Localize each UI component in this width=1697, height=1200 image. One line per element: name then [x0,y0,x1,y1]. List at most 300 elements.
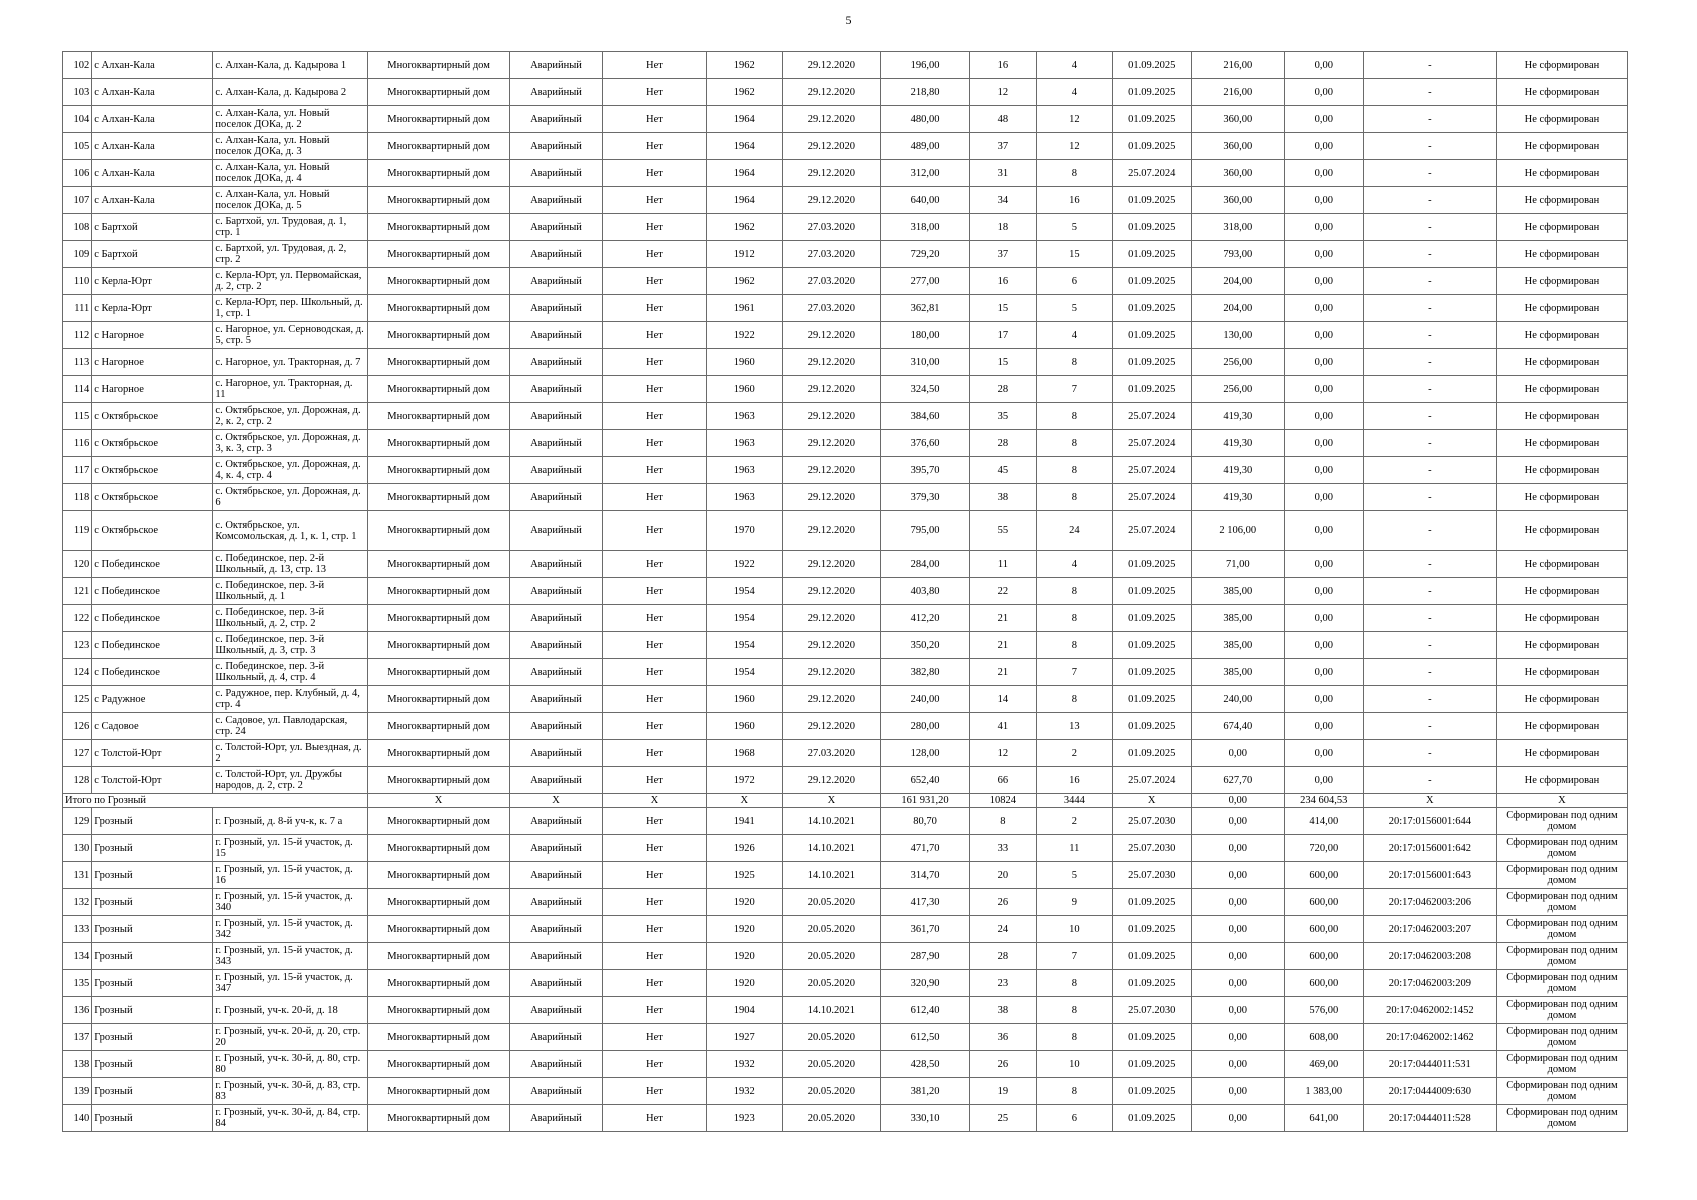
cell-settlement: с Октябрьское [92,430,213,457]
cell-house-type: Многоквартирный дом [368,457,510,484]
cell-row-number: 123 [63,632,92,659]
cell-flag: Нет [603,133,707,160]
cell-build-year: 1904 [706,997,782,1024]
cell-residents: 28 [969,430,1036,457]
cell-cadastral-number: - [1363,659,1496,686]
cell-recognition-date: 29.12.2020 [782,187,880,214]
cell-flats: 8 [1036,403,1112,430]
cell-condition: Аварийный [509,997,602,1024]
cell-flag: Нет [603,1051,707,1078]
table-row [63,106,1628,133]
table-row [63,403,1628,430]
cell-flats: 15 [1036,241,1112,268]
cell-build-year: 1920 [706,916,782,943]
cell-area: 381,20 [881,1078,970,1105]
cell-flats: 8 [1036,686,1112,713]
total-row [63,794,1628,808]
cell-build-year: 1926 [706,835,782,862]
cell-condition: Аварийный [509,79,602,106]
cell-house-type: Многоквартирный дом [368,578,510,605]
cell-flag: Нет [603,511,707,551]
cell-recognition-date: 20.05.2020 [782,916,880,943]
cell-flats: 4 [1036,52,1112,79]
cell-flag: Нет [603,889,707,916]
cell-row-number: 137 [63,1024,92,1051]
cell-row-number: 136 [63,997,92,1024]
cell-row-number: 139 [63,1078,92,1105]
cell-address: с. Алхан-Кала, ул. Новый поселок ДОКа, д. 5 [213,187,368,214]
cell-cadastral-number: 20:17:0462003:209 [1363,970,1496,997]
cell-address: с. Бартхой, ул. Трудовая, д. 1, стр. 1 [213,214,368,241]
cell-residents: 17 [969,322,1036,349]
cell-row-number: 135 [63,970,92,997]
cell-condition: Аварийный [509,133,602,160]
table-row [63,997,1628,1024]
cell-settlement: с Побединское [92,578,213,605]
cell-recognition-date: 20.05.2020 [782,1051,880,1078]
table-row [63,1078,1628,1105]
cell-flats: 6 [1036,1105,1112,1132]
cell-recognition-date: 14.10.2021 [782,808,880,835]
cell-value-2: 0,00 [1284,187,1363,214]
cell-address: г. Грозный, уч-к. 30-й, д. 84, стр. 84 [213,1105,368,1132]
cell-cadastral-number: 20:17:0444009:630 [1363,1078,1496,1105]
cell-settlement: с Побединское [92,551,213,578]
cell-value-1: 0,00 [1191,1024,1284,1051]
cell-house-type: Многоквартирный дом [368,511,510,551]
cell-recognition-date: 29.12.2020 [782,160,880,187]
cell-flats: 24 [1036,511,1112,551]
cell-deadline: 25.07.2024 [1112,484,1191,511]
cell-address: с. Алхан-Кала, д. Кадырова 1 [213,52,368,79]
cell-value-1: 793,00 [1191,241,1284,268]
cell-flats: 2 [1036,808,1112,835]
cell-address: с. Октябрьское, ул. Дорожная, д. 2, к. 2, стр. 2 [213,403,368,430]
cell-value-2: 469,00 [1284,1051,1363,1078]
cell-flag: Нет [603,268,707,295]
cell-residents: 35 [969,403,1036,430]
cell-land-status: Не сформирован [1496,403,1627,430]
cell-flag: Нет [603,605,707,632]
cell-residents: 37 [969,241,1036,268]
cell-flats: 8 [1036,1078,1112,1105]
cell-house-type: Многоквартирный дом [368,659,510,686]
cell-value-2: 600,00 [1284,970,1363,997]
cell-address: г. Грозный, ул. 15-й участок, д. 15 [213,835,368,862]
cell-area: 417,30 [881,889,970,916]
cell-flag: Нет [603,79,707,106]
cell-cadastral-number: - [1363,551,1496,578]
cell-settlement: с Побединское [92,632,213,659]
cell-land-status: Не сформирован [1496,551,1627,578]
cell-row-number: 114 [63,376,92,403]
cell-house-type: Многоквартирный дом [368,605,510,632]
cell-area: 284,00 [881,551,970,578]
cell-land-status: Не сформирован [1496,160,1627,187]
cell-value-1: 256,00 [1191,376,1284,403]
cell-flats: 5 [1036,862,1112,889]
total-label: Итого по Грозный [63,794,368,808]
table-row [63,1051,1628,1078]
cell-value-2: 720,00 [1284,835,1363,862]
cell-area: 280,00 [881,713,970,740]
cell-area: 361,70 [881,916,970,943]
cell-house-type: Многоквартирный дом [368,740,510,767]
cell-value-2: 600,00 [1284,889,1363,916]
cell-value-1: 385,00 [1191,605,1284,632]
cell-residents: 21 [969,659,1036,686]
cell-flats: 8 [1036,484,1112,511]
cell-value-2: 0,00 [1284,659,1363,686]
cell-land-status: Сформирован под одним домом [1496,808,1627,835]
cell-area: 80,70 [881,808,970,835]
cell-value-1: 0,00 [1191,970,1284,997]
cell-address: с. Садовое, ул. Павлодарская, стр. 24 [213,713,368,740]
cell-flag: Нет [603,241,707,268]
cell-build-year: 1964 [706,133,782,160]
cell-land-status: Не сформирован [1496,187,1627,214]
cell-row-number: 103 [63,79,92,106]
cell-deadline: 01.09.2025 [1112,214,1191,241]
cell-residents: 11 [969,551,1036,578]
table-row [63,889,1628,916]
cell-land-status: Сформирован под одним домом [1496,1024,1627,1051]
cell-settlement: с Алхан-Кала [92,187,213,214]
cell-house-type: Многоквартирный дом [368,970,510,997]
cell-residents: 25 [969,1105,1036,1132]
table-row [63,1024,1628,1051]
cell-settlement: с Октябрьское [92,484,213,511]
cell-value-1: 0,00 [1191,943,1284,970]
cell-row-number: 110 [63,268,92,295]
cell-land-status: Сформирован под одним домом [1496,1078,1627,1105]
table-row [63,713,1628,740]
cell-flats: 16 [1036,767,1112,794]
cell-value-2: 0,00 [1284,79,1363,106]
cell-settlement: с Октябрьское [92,403,213,430]
cell-address: с. Октябрьское, ул. Дорожная, д. 6 [213,484,368,511]
cell-recognition-date: 29.12.2020 [782,578,880,605]
cell-row-number: 120 [63,551,92,578]
cell-settlement: Грозный [92,808,213,835]
table-row [63,295,1628,322]
cell-value-2: 0,00 [1284,713,1363,740]
table-row [63,943,1628,970]
cell-build-year: 1960 [706,686,782,713]
cell-recognition-date: 20.05.2020 [782,970,880,997]
cell-area: 428,50 [881,1051,970,1078]
cell-build-year: 1960 [706,713,782,740]
cell-residents: 55 [969,511,1036,551]
table-row [63,808,1628,835]
cell-cadastral-number: 20:17:0462003:208 [1363,943,1496,970]
cell-settlement: Грозный [92,970,213,997]
cell-condition: Аварийный [509,241,602,268]
cell-land-status: Сформирован под одним домом [1496,1051,1627,1078]
cell-cadastral-number: - [1363,376,1496,403]
cell-build-year: 1964 [706,160,782,187]
cell-condition: Аварийный [509,578,602,605]
cell-cadastral-number: 20:17:0462002:1462 [1363,1024,1496,1051]
cell-build-year: 1941 [706,808,782,835]
cell-deadline: 01.09.2025 [1112,889,1191,916]
cell-settlement: с Алхан-Кала [92,52,213,79]
cell-value-1: 240,00 [1191,686,1284,713]
cell-settlement: с Нагорное [92,349,213,376]
cell-area: 350,20 [881,632,970,659]
cell-value-1: 216,00 [1191,52,1284,79]
cell-value-1: 130,00 [1191,322,1284,349]
cell-value-2: 600,00 [1284,916,1363,943]
cell-settlement: с Нагорное [92,376,213,403]
cell-value-1: 2 106,00 [1191,511,1284,551]
cell-row-number: 129 [63,808,92,835]
cell-land-status: Не сформирован [1496,241,1627,268]
cell-house-type: Многоквартирный дом [368,52,510,79]
table-row [63,349,1628,376]
table-row [63,632,1628,659]
cell-value-1: 0,00 [1191,997,1284,1024]
cell-flats: 10 [1036,916,1112,943]
cell-residents: 24 [969,916,1036,943]
table-row [63,686,1628,713]
cell-area: 240,00 [881,686,970,713]
cell-condition: Аварийный [509,916,602,943]
cell-flats: 8 [1036,632,1112,659]
cell-land-status: Не сформирован [1496,295,1627,322]
table-row [63,133,1628,160]
cell-house-type: Многоквартирный дом [368,997,510,1024]
cell-value-2: 0,00 [1284,430,1363,457]
cell-area: 640,00 [881,187,970,214]
cell-recognition-date: 14.10.2021 [782,835,880,862]
cell-value-1: 0,00 [1191,916,1284,943]
cell-address: г. Грозный, ул. 15-й участок, д. 16 [213,862,368,889]
cell-cadastral-number: - [1363,632,1496,659]
cell-area: 128,00 [881,740,970,767]
cell-build-year: 1925 [706,862,782,889]
cell-settlement: Грозный [92,1105,213,1132]
total-status: X [1496,794,1627,808]
cell-value-2: 414,00 [1284,808,1363,835]
table-row [63,322,1628,349]
cell-settlement: Грозный [92,835,213,862]
cell-settlement: с Керла-Юрт [92,295,213,322]
cell-flats: 8 [1036,997,1112,1024]
cell-deadline: 01.09.2025 [1112,943,1191,970]
cell-flats: 7 [1036,943,1112,970]
cell-build-year: 1963 [706,403,782,430]
cell-settlement: с Алхан-Кала [92,160,213,187]
cell-area: 330,10 [881,1105,970,1132]
cell-recognition-date: 20.05.2020 [782,1105,880,1132]
cell-cadastral-number: 20:17:0156001:643 [1363,862,1496,889]
cell-settlement: Грозный [92,1051,213,1078]
cell-residents: 23 [969,970,1036,997]
cell-build-year: 1964 [706,187,782,214]
cell-land-status: Не сформирован [1496,457,1627,484]
cell-row-number: 108 [63,214,92,241]
cell-address: с. Октябрьское, ул. Комсомольская, д. 1, к. 1, стр. 1 [213,511,368,551]
cell-value-1: 385,00 [1191,632,1284,659]
cell-build-year: 1922 [706,322,782,349]
cell-value-2: 0,00 [1284,403,1363,430]
total-people: 10824 [969,794,1036,808]
cell-address: г. Грозный, уч-к. 20-й, д. 20, стр. 20 [213,1024,368,1051]
cell-row-number: 118 [63,484,92,511]
cell-land-status: Не сформирован [1496,214,1627,241]
cell-value-1: 256,00 [1191,349,1284,376]
cell-residents: 12 [969,79,1036,106]
cell-row-number: 102 [63,52,92,79]
cell-condition: Аварийный [509,160,602,187]
cell-value-1: 204,00 [1191,295,1284,322]
cell-address: с. Алхан-Кала, ул. Новый поселок ДОКа, д. 2 [213,106,368,133]
cell-deadline: 01.09.2025 [1112,1024,1191,1051]
cell-row-number: 130 [63,835,92,862]
cell-value-2: 0,00 [1284,268,1363,295]
cell-row-number: 131 [63,862,92,889]
table-row [63,659,1628,686]
cell-address: с. Керла-Юрт, пер. Школьный, д. 1, стр. 1 [213,295,368,322]
cell-area: 180,00 [881,322,970,349]
cell-residents: 34 [969,187,1036,214]
cell-build-year: 1970 [706,511,782,551]
cell-house-type: Многоквартирный дом [368,889,510,916]
page-number: 5 [845,13,852,27]
cell-address: с. Октябрьское, ул. Дорожная, д. 3, к. 3, стр. 3 [213,430,368,457]
cell-value-1: 0,00 [1191,1051,1284,1078]
cell-cadastral-number: - [1363,268,1496,295]
table-row [63,767,1628,794]
cell-house-type: Многоквартирный дом [368,187,510,214]
cell-residents: 48 [969,106,1036,133]
cell-row-number: 127 [63,740,92,767]
cell-address: с. Нагорное, ул. Тракторная, д. 7 [213,349,368,376]
cell-value-2: 0,00 [1284,632,1363,659]
cell-value-2: 0,00 [1284,376,1363,403]
total-type: X [368,794,510,808]
cell-row-number: 105 [63,133,92,160]
cell-value-2: 0,00 [1284,457,1363,484]
cell-flag: Нет [603,578,707,605]
cell-land-status: Не сформирован [1496,713,1627,740]
cell-land-status: Не сформирован [1496,605,1627,632]
cell-cadastral-number: 20:17:0444011:528 [1363,1105,1496,1132]
cell-land-status: Не сформирован [1496,268,1627,295]
cell-value-2: 0,00 [1284,295,1363,322]
cell-house-type: Многоквартирный дом [368,160,510,187]
cell-flats: 8 [1036,349,1112,376]
cell-settlement: с Октябрьское [92,511,213,551]
cell-deadline: 25.07.2024 [1112,767,1191,794]
cell-residents: 37 [969,133,1036,160]
cell-row-number: 109 [63,241,92,268]
cell-area: 412,20 [881,605,970,632]
cell-cadastral-number: - [1363,740,1496,767]
cell-row-number: 115 [63,403,92,430]
cell-recognition-date: 27.03.2020 [782,740,880,767]
cell-build-year: 1963 [706,430,782,457]
cell-area: 729,20 [881,241,970,268]
cell-deadline: 01.09.2025 [1112,322,1191,349]
cell-condition: Аварийный [509,686,602,713]
cell-house-type: Многоквартирный дом [368,808,510,835]
cell-house-type: Многоквартирный дом [368,268,510,295]
cell-area: 379,30 [881,484,970,511]
cell-recognition-date: 14.10.2021 [782,862,880,889]
cell-land-status: Не сформирован [1496,511,1627,551]
cell-flats: 8 [1036,457,1112,484]
cell-deadline: 01.09.2025 [1112,52,1191,79]
cell-row-number: 126 [63,713,92,740]
table-row [63,862,1628,889]
cell-flats: 4 [1036,79,1112,106]
cell-flats: 7 [1036,376,1112,403]
cell-condition: Аварийный [509,889,602,916]
cell-cadastral-number: - [1363,430,1496,457]
cell-deadline: 01.09.2025 [1112,241,1191,268]
cell-flats: 9 [1036,889,1112,916]
cell-address: с. Алхан-Кала, д. Кадырова 2 [213,79,368,106]
cell-area: 312,00 [881,160,970,187]
cell-house-type: Многоквартирный дом [368,943,510,970]
cell-address: с. Радужное, пер. Клубный, д. 4, стр. 4 [213,686,368,713]
cell-land-status: Не сформирован [1496,79,1627,106]
cell-land-status: Не сформирован [1496,632,1627,659]
cell-residents: 21 [969,632,1036,659]
cell-condition: Аварийный [509,970,602,997]
cell-deadline: 01.09.2025 [1112,713,1191,740]
cell-area: 480,00 [881,106,970,133]
table-row [63,835,1628,862]
cell-cadastral-number: 20:17:0462002:1452 [1363,997,1496,1024]
cell-flats: 10 [1036,1051,1112,1078]
cell-residents: 14 [969,686,1036,713]
cell-deadline: 25.07.2024 [1112,160,1191,187]
cell-row-number: 134 [63,943,92,970]
cell-residents: 41 [969,713,1036,740]
cell-value-1: 0,00 [1191,862,1284,889]
cell-flats: 5 [1036,214,1112,241]
cell-cadastral-number: - [1363,187,1496,214]
cell-flats: 8 [1036,1024,1112,1051]
cell-deadline: 01.09.2025 [1112,551,1191,578]
cell-condition: Аварийный [509,214,602,241]
cell-value-1: 674,40 [1191,713,1284,740]
cell-residents: 16 [969,52,1036,79]
cell-recognition-date: 27.03.2020 [782,241,880,268]
cell-deadline: 01.09.2025 [1112,187,1191,214]
cell-cadastral-number: - [1363,52,1496,79]
cell-build-year: 1961 [706,295,782,322]
cell-deadline: 01.09.2025 [1112,268,1191,295]
cell-residents: 28 [969,943,1036,970]
cell-deadline: 01.09.2025 [1112,578,1191,605]
cell-flag: Нет [603,808,707,835]
cell-house-type: Многоквартирный дом [368,403,510,430]
cell-condition: Аварийный [509,52,602,79]
cell-build-year: 1962 [706,79,782,106]
cell-condition: Аварийный [509,659,602,686]
cell-value-1: 360,00 [1191,106,1284,133]
cell-address: с. Октябрьское, ул. Дорожная, д. 4, к. 4, стр. 4 [213,457,368,484]
cell-land-status: Не сформирован [1496,322,1627,349]
cell-condition: Аварийный [509,943,602,970]
cell-flag: Нет [603,106,707,133]
cell-build-year: 1954 [706,578,782,605]
cell-area: 489,00 [881,133,970,160]
